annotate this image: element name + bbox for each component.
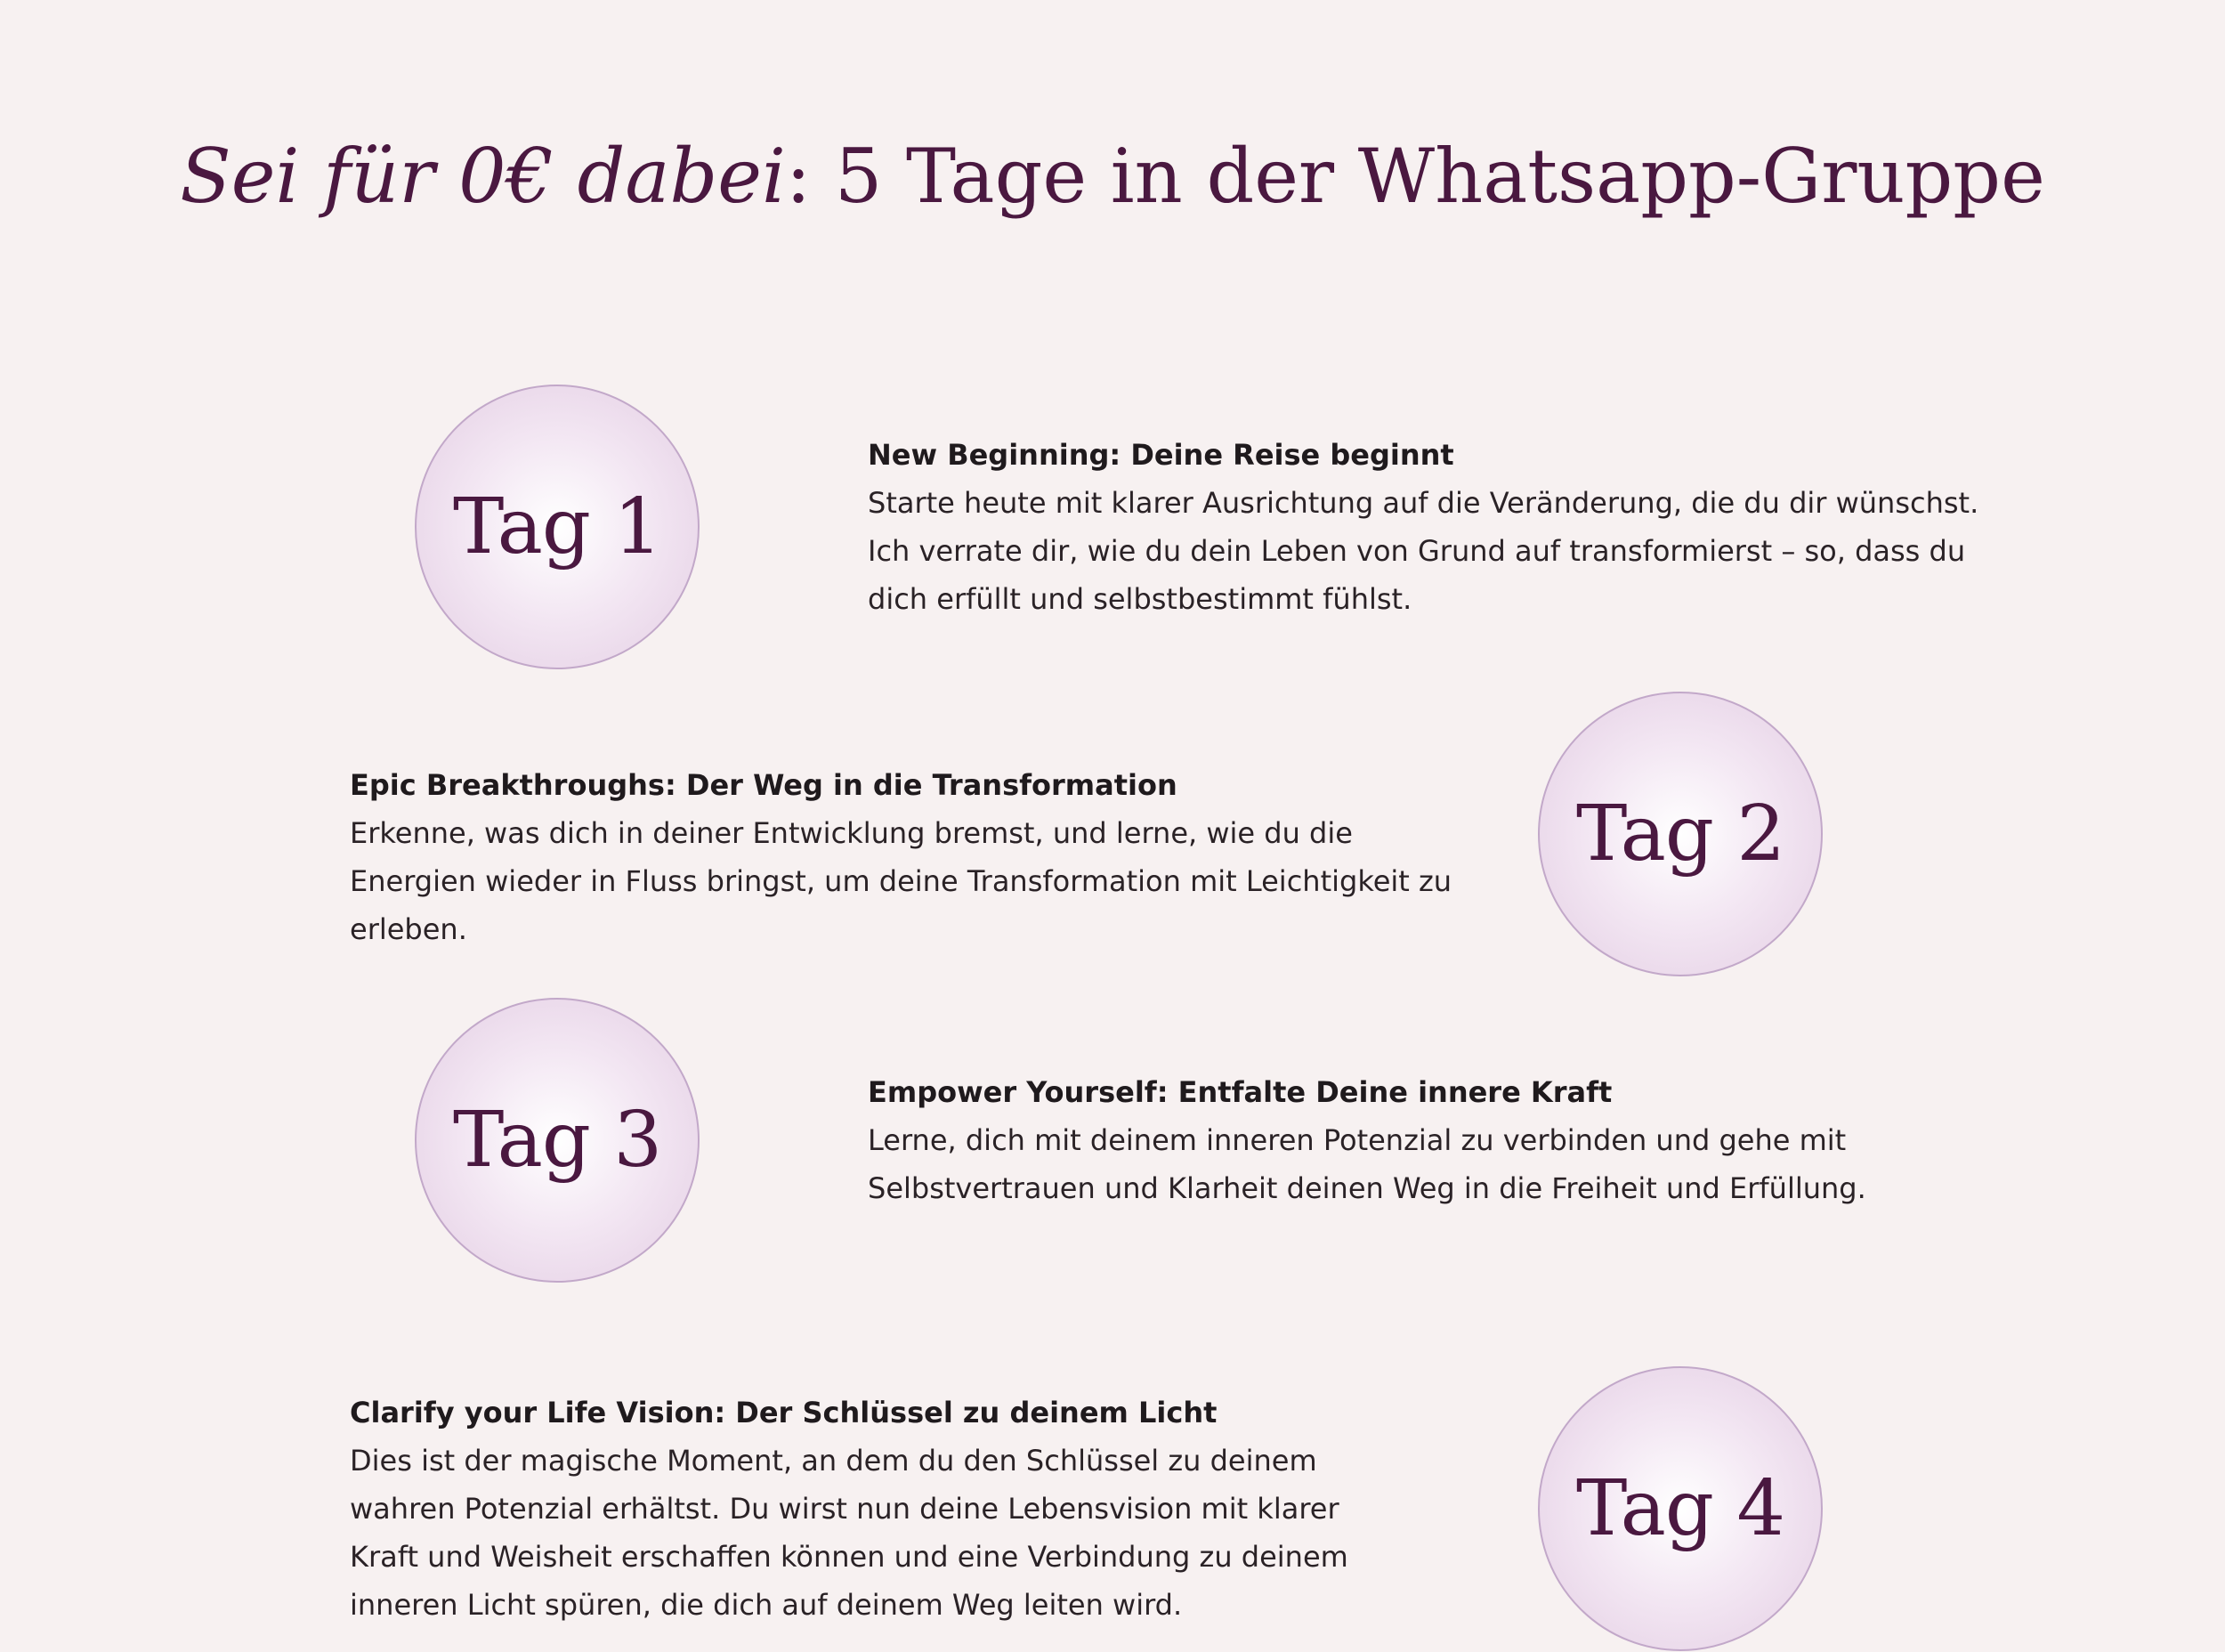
- day-1-badge: [415, 385, 700, 669]
- day-3-description: [868, 1068, 1989, 1212]
- day-4-badge: [1538, 1366, 1823, 1651]
- page-title-rest: : 5 Tage in der Whatsapp-Gruppe: [785, 133, 2045, 220]
- day-2-heading: Epic Breakthroughs: Der Weg in die Transformation: [350, 768, 1177, 802]
- day-2-description: [350, 761, 1471, 953]
- day-3-body: Lerne, dich mit deinem inneren Potenzial zu verbinden und gehe mit Selbstvertrauen und Klarheit deinen Weg in die Freiheit und Erfüllung.: [868, 1123, 1866, 1205]
- page-title-highlight: Sei für 0€ dabei: [180, 133, 786, 220]
- day-1-heading: New Beginning: Deine Reise beginnt: [868, 438, 1454, 472]
- day-4-label: Tag 4: [1575, 1464, 1785, 1553]
- day-1-body: Starte heute mit klarer Ausrichtung auf die Veränderung, die du dir wünschst. Ich verrate dir, wie du dein Leben von Grund auf transformierst – so, dass du dich erfüllt und selbstbestimmt fühlst.: [868, 486, 1979, 616]
- day-1-description: [868, 431, 1989, 623]
- day-2-label: Tag 2: [1575, 790, 1785, 879]
- day-4-body: Dies ist der magische Moment, an dem du den Schlüssel zu deinem wahren Potenzial erhältst. Du wirst nun deine Lebensvision mit klarer Kraft und Weisheit erschaffen können und eine Verbindung zu deinem inneren Licht spüren, die dich auf deinem Weg leiten wird.: [350, 1444, 1348, 1622]
- day-3-heading: Empower Yourself: Entfalte Deine innere Kraft: [868, 1075, 1613, 1109]
- day-4-description: [350, 1389, 1382, 1629]
- day-3-badge: [415, 998, 700, 1283]
- day-2-badge: [1538, 692, 1823, 976]
- day-4-heading: Clarify your Life Vision: Der Schlüssel zu deinem Licht: [350, 1396, 1218, 1429]
- day-2-body: Erkenne, was dich in deiner Entwicklung bremst, und lerne, wie du die Energien wieder in Fluss bringst, um deine Transformation mit Leichtigkeit zu erleben.: [350, 816, 1452, 946]
- day-1-label: Tag 1: [452, 482, 662, 571]
- page-title: [0, 134, 2225, 219]
- day-3-label: Tag 3: [452, 1096, 662, 1185]
